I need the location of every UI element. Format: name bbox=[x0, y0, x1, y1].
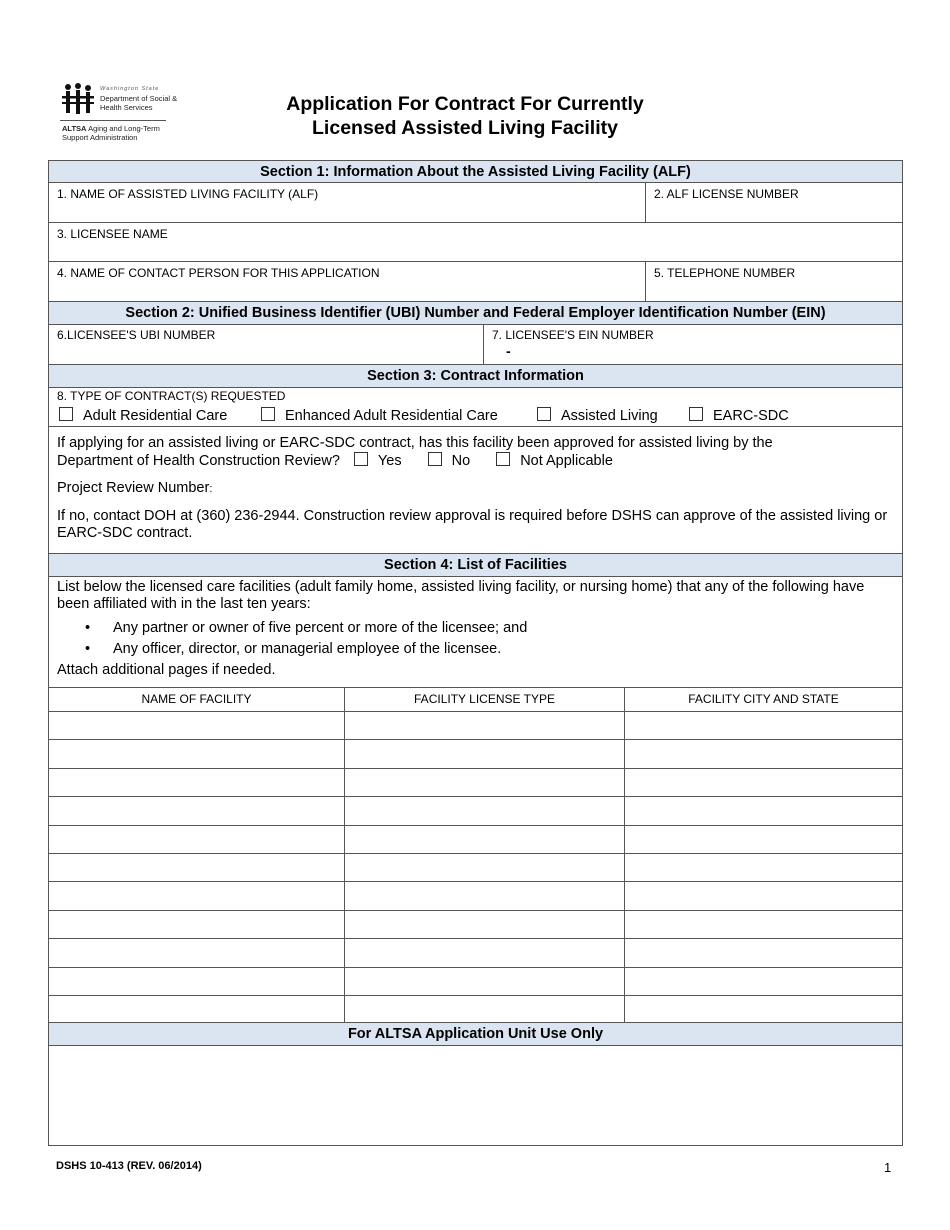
option-assisted-living[interactable]: Assisted Living bbox=[537, 407, 658, 424]
cell-city-state[interactable] bbox=[624, 995, 902, 1024]
bullet-partner-owner: Any partner or owner of five percent or more of the licensee; and bbox=[113, 620, 528, 636]
facilities-table bbox=[49, 687, 902, 1023]
cell-license-type[interactable] bbox=[344, 768, 624, 797]
column-header-license-type: FACILITY LICENSE TYPE bbox=[344, 688, 624, 712]
cell-license-type[interactable] bbox=[344, 967, 624, 996]
cell-facility-name[interactable] bbox=[49, 796, 344, 825]
form-number: DSHS 10-413 (REV. 06/2014) bbox=[56, 1160, 202, 1172]
page-number: 1 bbox=[884, 1160, 892, 1175]
section1-header: Section 1: Information About the Assisted Living Facility (ALF) bbox=[49, 161, 902, 183]
section3-header: Section 3: Contract Information bbox=[49, 364, 902, 388]
cell-facility-name[interactable] bbox=[49, 995, 344, 1024]
cell-license-type[interactable] bbox=[344, 711, 624, 740]
field-ein-number[interactable]: 7. LICENSEE'S EIN NUMBER - bbox=[483, 324, 902, 364]
cell-facility-name[interactable] bbox=[49, 711, 344, 740]
checkbox-icon[interactable] bbox=[496, 452, 510, 466]
checkbox-icon[interactable] bbox=[354, 452, 368, 466]
contract-type-group bbox=[49, 387, 902, 427]
office-use-area[interactable] bbox=[49, 1045, 902, 1145]
bullet-dot: • bbox=[85, 620, 91, 636]
column-header-city-state: FACILITY CITY AND STATE bbox=[624, 688, 902, 712]
cell-license-type[interactable] bbox=[344, 796, 624, 825]
logo-state-label: Washington State bbox=[100, 86, 160, 92]
answer-not-applicable[interactable]: Not Applicable bbox=[496, 452, 613, 470]
cell-city-state[interactable] bbox=[624, 910, 902, 939]
checkbox-icon[interactable] bbox=[261, 407, 275, 421]
cell-facility-name[interactable] bbox=[49, 825, 344, 854]
logo-altsa: ALTSA Aging and Long-Term bbox=[62, 124, 160, 133]
project-review-number[interactable]: Project Review Number: bbox=[57, 480, 213, 496]
cell-city-state[interactable] bbox=[624, 825, 902, 854]
answer-no[interactable]: No bbox=[428, 452, 471, 470]
answer-yes[interactable]: Yes bbox=[354, 452, 402, 470]
cell-facility-name[interactable] bbox=[49, 768, 344, 797]
cell-facility-name[interactable] bbox=[49, 967, 344, 996]
cell-facility-name[interactable] bbox=[49, 881, 344, 910]
field-contract-type-label: 8. TYPE OF CONTRACT(S) REQUESTED bbox=[57, 389, 286, 403]
dshs-logo bbox=[58, 82, 178, 146]
cell-city-state[interactable] bbox=[624, 853, 902, 882]
option-adult-residential-care[interactable]: Adult Residential Care bbox=[59, 407, 227, 424]
cell-facility-name[interactable] bbox=[49, 910, 344, 939]
column-header-facility-name: NAME OF FACILITY bbox=[141, 692, 252, 706]
page-title: Application For Contract For Currently Licensed Assisted Living Facility bbox=[286, 93, 644, 139]
cell-license-type[interactable] bbox=[344, 825, 624, 854]
facilities-intro: List below the licensed care facilities (adult family home, assisted living facility, or nursing home) that any of the following have been affiliated with in the last ten years: bbox=[57, 579, 865, 612]
field-alf-name[interactable]: 1. NAME OF ASSISTED LIVING FACILITY (ALF) bbox=[57, 187, 319, 201]
section4-header: Section 4: List of Facilities bbox=[49, 553, 902, 577]
cell-city-state[interactable] bbox=[624, 881, 902, 910]
logo-altsa-sub: Support Administration bbox=[62, 133, 138, 142]
field-contact-person[interactable]: 4. NAME OF CONTACT PERSON FOR THIS APPLICATION bbox=[49, 261, 645, 301]
cell-license-type[interactable] bbox=[344, 995, 624, 1024]
option-earc-sdc[interactable]: EARC-SDC bbox=[689, 407, 789, 424]
cell-license-type[interactable] bbox=[344, 910, 624, 939]
cell-city-state[interactable] bbox=[624, 711, 902, 740]
field-licensee-name[interactable]: 3. LICENSEE NAME bbox=[49, 222, 902, 262]
cell-city-state[interactable] bbox=[624, 739, 902, 768]
construction-review-question: If applying for an assisted living or EARC-SDC contract, has this facility been approved for assisted living by the bbox=[57, 435, 773, 451]
option-enhanced-adult-residential-care[interactable]: Enhanced Adult Residential Care bbox=[261, 407, 498, 424]
cell-city-state[interactable] bbox=[624, 967, 902, 996]
cell-city-state[interactable] bbox=[624, 938, 902, 967]
checkbox-icon[interactable] bbox=[689, 407, 703, 421]
field-ubi-number[interactable]: 6.LICENSEE'S UBI NUMBER bbox=[57, 328, 216, 342]
cell-license-type[interactable] bbox=[344, 881, 624, 910]
cell-facility-name[interactable] bbox=[49, 938, 344, 967]
bullet-officer-director: Any officer, director, or managerial employee of the licensee. bbox=[113, 641, 502, 657]
construction-review-block bbox=[49, 426, 902, 553]
cell-facility-name[interactable] bbox=[49, 853, 344, 882]
ein-separator: - bbox=[506, 343, 511, 359]
people-figures-icon bbox=[60, 82, 96, 118]
cell-facility-name[interactable] bbox=[49, 739, 344, 768]
cell-city-state[interactable] bbox=[624, 796, 902, 825]
checkbox-icon[interactable] bbox=[428, 452, 442, 466]
checkbox-icon[interactable] bbox=[59, 407, 73, 421]
field-telephone-number[interactable]: 5. TELEPHONE NUMBER bbox=[645, 261, 902, 301]
checkbox-icon[interactable] bbox=[537, 407, 551, 421]
field-alf-license-number[interactable]: 2. ALF LICENSE NUMBER bbox=[645, 183, 902, 223]
cell-city-state[interactable] bbox=[624, 768, 902, 797]
cell-license-type[interactable] bbox=[344, 739, 624, 768]
application-form bbox=[48, 160, 903, 1146]
section2-header: Section 2: Unified Business Identifier (UBI) Number and Federal Employer Identification Number (EIN) bbox=[49, 301, 902, 325]
facilities-instructions bbox=[49, 576, 902, 688]
contact-doh-note: If no, contact DOH at (360) 236-2944. Construction review approval is required before DSHS can approve of the assisted living or EARC-SDC contract. bbox=[57, 508, 888, 541]
cell-license-type[interactable] bbox=[344, 853, 624, 882]
cell-license-type[interactable] bbox=[344, 938, 624, 967]
construction-review-answers: Department of Health Construction Review? Yes No Not Applicable bbox=[57, 453, 613, 469]
logo-department: Department of Social & Health Services bbox=[100, 94, 178, 112]
attach-pages-note: Attach additional pages if needed. bbox=[57, 662, 276, 678]
bullet-dot: • bbox=[85, 641, 91, 657]
office-use-header: For ALTSA Application Unit Use Only bbox=[49, 1022, 902, 1046]
